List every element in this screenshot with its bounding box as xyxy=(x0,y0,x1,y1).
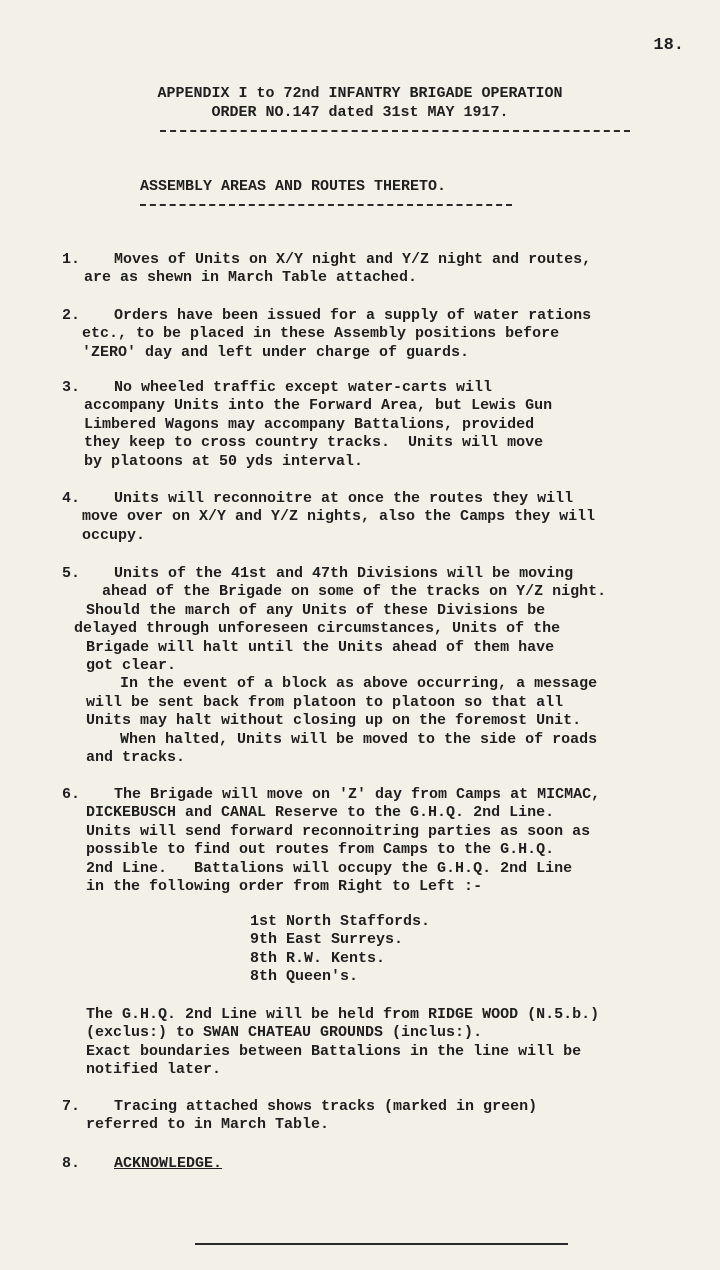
paragraph-line: and tracks. xyxy=(86,749,186,767)
paragraph-line: accompany Units into the Forward Area, but Lewis Gun xyxy=(84,397,553,415)
heading-underline xyxy=(140,204,512,206)
paragraph-line: referred to in March Table. xyxy=(86,1116,330,1134)
paragraph-line: will be sent back from platoon to platoon so that all xyxy=(86,693,564,711)
paragraph-number: 8. xyxy=(62,1155,81,1172)
paragraph-line: in the following order from Right to Left :- xyxy=(86,878,483,896)
paragraph-line: Exact boundaries between Battalions in the line will be xyxy=(86,1042,582,1060)
title-underline xyxy=(160,130,630,132)
paragraph-7 xyxy=(62,1098,708,1135)
section-heading: ASSEMBLY AREAS AND ROUTES THERETO. xyxy=(140,178,447,195)
paragraph-line: are as shewn in March Table attached. xyxy=(84,269,418,287)
list-item: 9th East Surreys. xyxy=(250,931,404,949)
paragraph-line: Orders have been issued for a supply of water rations xyxy=(114,307,592,324)
paragraph-line: The G.H.Q. 2nd Line will be held from RIDGE WOOD (N.5.b.) xyxy=(86,1006,600,1023)
paragraph-6-continuation xyxy=(86,1006,708,1080)
paragraph-line: (exclus:) to SWAN CHATEAU GROUNDS (inclus:). xyxy=(86,1024,483,1042)
paragraph-line: by platoons at 50 yds interval. xyxy=(84,452,364,470)
paragraph-line: possible to find out routes from Camps to the G.H.Q. xyxy=(86,841,555,859)
paragraph-line: Brigade will halt until the Units ahead of them have xyxy=(86,638,555,656)
paragraph-line: notified later. xyxy=(86,1061,222,1079)
paragraph-line: Units will reconnoitre at once the routes they will xyxy=(114,490,574,507)
paragraph-line: ahead of the Brigade on some of the tracks on Y/Z night. xyxy=(102,583,607,601)
paragraph-line: When halted, Units will be moved to the side of roads xyxy=(120,730,598,748)
list-item: 8th R.W. Kents. xyxy=(250,949,386,967)
paragraph-line: The Brigade will move on 'Z' day from Camps at MICMAC, xyxy=(114,786,601,803)
paragraph-line: Units of the 41st and 47th Divisions will be moving xyxy=(114,565,574,582)
paragraph-line: move over on X/Y and Y/Z nights, also the Camps they will xyxy=(82,508,596,526)
paragraph-line: they keep to cross country tracks. Units will move xyxy=(84,434,544,452)
paragraph-line: delayed through unforeseen circumstances, Units of the xyxy=(74,620,561,638)
paragraph-number: 7. xyxy=(62,1098,81,1115)
paragraph-2 xyxy=(62,307,708,362)
paragraph-number: 5. xyxy=(62,565,81,582)
paragraph-4 xyxy=(62,490,708,545)
paragraph-line: Units may halt without closing up on the foremost Unit. xyxy=(86,712,582,730)
paragraph-line: occupy. xyxy=(82,526,146,544)
paragraph-line: Should the march of any Units of these Divisions be xyxy=(86,601,546,619)
paragraph-number: 6. xyxy=(62,786,81,803)
paragraph-1 xyxy=(62,251,708,288)
acknowledge-text: ACKNOWLEDGE. xyxy=(114,1155,223,1172)
document-title xyxy=(0,84,720,122)
paragraph-line: Tracing attached shows tracks (marked in green) xyxy=(114,1098,538,1115)
closing-rule xyxy=(195,1243,568,1245)
paragraph-line: etc., to be placed in these Assembly positions before xyxy=(82,325,560,343)
paragraph-line: Limbered Wagons may accompany Battalions, provided xyxy=(84,415,535,433)
paragraph-5 xyxy=(62,565,708,767)
paragraph-line: Units will send forward reconnoitring parties as soon as xyxy=(86,822,591,840)
title-line-1: APPENDIX I to 72nd INFANTRY BRIGADE OPERATION xyxy=(157,85,563,102)
paragraph-line: DICKEBUSCH and CANAL Reserve to the G.H.Q. 2nd Line. xyxy=(86,804,555,822)
list-item: 8th Queen's. xyxy=(250,968,359,986)
paragraph-8 xyxy=(62,1155,708,1173)
paragraph-3 xyxy=(62,379,708,471)
paragraph-line: In the event of a block as above occurring, a message xyxy=(120,675,598,693)
title-line-2: ORDER NO.147 dated 31st MAY 1917. xyxy=(211,104,509,121)
paragraph-number: 1. xyxy=(62,251,81,268)
paragraph-line: No wheeled traffic except water-carts will xyxy=(114,379,493,396)
battalion-list xyxy=(250,913,430,987)
page-number: 18. xyxy=(653,36,684,55)
paragraph-number: 2. xyxy=(62,307,81,324)
list-item: 1st North Staffords. xyxy=(250,913,431,930)
paragraph-line: Moves of Units on X/Y night and Y/Z night and routes, xyxy=(114,251,592,268)
paragraph-number: 3. xyxy=(62,379,81,396)
paragraph-line: 'ZERO' day and left under charge of guards. xyxy=(82,343,470,361)
paragraph-line: got clear. xyxy=(86,657,177,675)
paragraph-number: 4. xyxy=(62,490,81,507)
paragraph-line: 2nd Line. Battalions will occupy the G.H.Q. 2nd Line xyxy=(86,859,573,877)
paragraph-6 xyxy=(62,786,708,896)
